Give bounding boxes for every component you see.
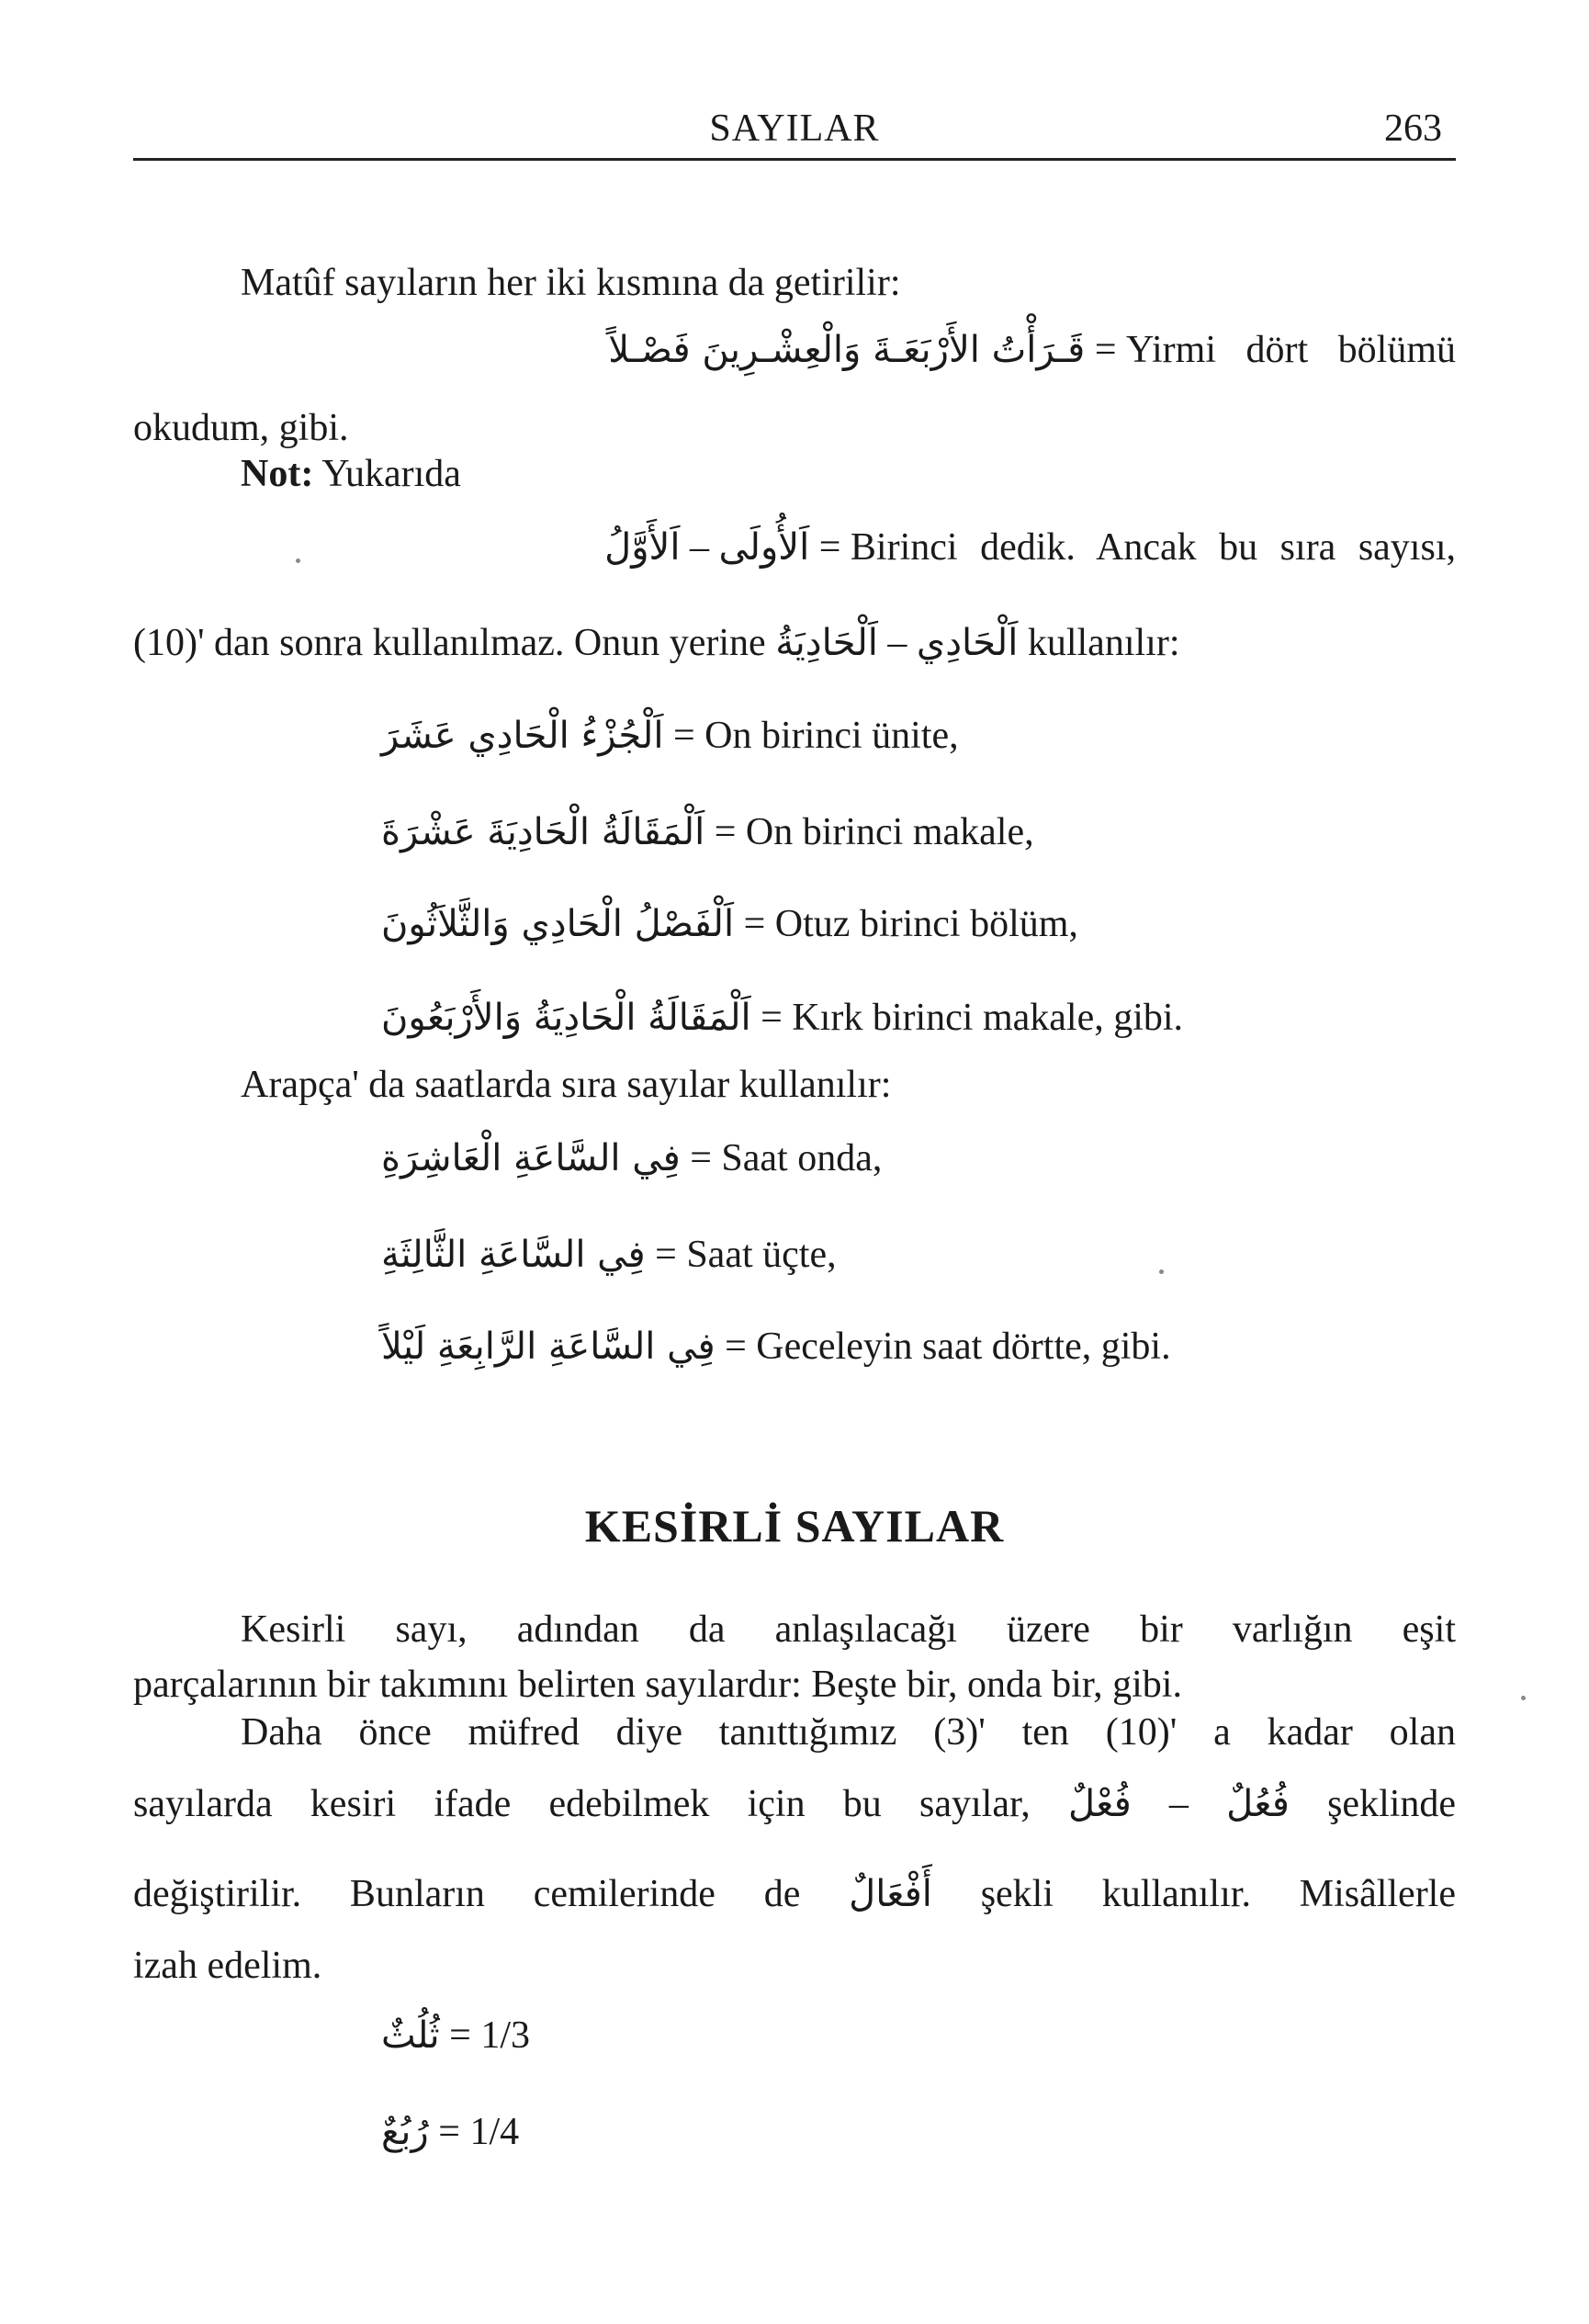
para2-line3 xyxy=(133,1870,1456,1918)
line10-text1: (10)' dan sonra kullanılmaz. Onun yerine xyxy=(133,622,766,664)
example1-meaning: Yirmi dört bölümü xyxy=(1126,329,1456,371)
section-heading: KESİRLİ SAYILAR xyxy=(584,1500,1005,1551)
note-example-text: Birinci dedik. Ancak bu sıra sayısı, xyxy=(850,526,1456,569)
example1-continuation xyxy=(133,404,349,452)
note-eq: = xyxy=(818,526,841,569)
example-meaning: On birinci ünite, xyxy=(704,715,959,757)
line10-text2: kullanılır: xyxy=(1027,622,1180,664)
hour-arabic: فِي السَّاعَةِ الثَّالِثَةِ xyxy=(381,1234,646,1276)
line10-dash: – xyxy=(887,622,907,664)
example-arabic: اَلْمَقَالَةُ الْحَادِيَةَ عَشْرَةَ xyxy=(381,811,705,853)
note-label: Not: xyxy=(241,453,314,495)
scan-speck xyxy=(1159,1269,1164,1274)
para2-line1: Daha önce müfred diye tanıttığımız (3)' ten (10)' a kadar olan xyxy=(241,1711,1456,1754)
hour-arabic: فِي السَّاعَةِ الْعَاشِرَةِ xyxy=(381,1137,681,1179)
para2-line2-text2: şeklinde xyxy=(1327,1783,1457,1825)
fraction-eq: = xyxy=(449,2014,471,2057)
hour-meaning: Saat onda, xyxy=(721,1137,883,1179)
example-row xyxy=(381,994,1183,1042)
example-row xyxy=(381,900,1078,948)
note-arabic-1: اَلأُولَى xyxy=(718,526,810,569)
note-dash: – xyxy=(689,526,709,569)
para2-arabic-2: فُعْلٌ xyxy=(1067,1783,1132,1825)
example1-cont-text: okudum, gibi. xyxy=(133,407,349,449)
hour-row xyxy=(381,1323,1171,1371)
para2-line3-text1: değiştirilir. Bunların cemilerinde de xyxy=(133,1873,801,1915)
hour-eq: = xyxy=(690,1137,712,1179)
page-number: 263 xyxy=(1384,107,1442,150)
example-arabic: اَلْجُزْءُ الْحَادِي عَشَرَ xyxy=(381,715,664,757)
fraction-eq: = xyxy=(438,2111,460,2153)
line10-arabic-1: اَلْحَادِي xyxy=(916,622,1019,664)
para1-line2: parçalarının bir takımını belirten sayılardır: Beşte bir, onda bir, gibi. xyxy=(133,1664,1182,1706)
hour-row xyxy=(381,1231,837,1279)
page-header xyxy=(133,103,1456,161)
fraction-arabic: رُبُعٌ xyxy=(381,2111,429,2153)
hour-arabic: فِي السَّاعَةِ الرَّابِعَةِ لَيْلاً xyxy=(381,1326,716,1368)
intro-text: Matûf sayıların her iki kısmına da getirilir: xyxy=(241,262,901,304)
fraction-row xyxy=(381,2012,530,2059)
hour-meaning: Saat üçte, xyxy=(686,1234,837,1276)
hours-intro-line xyxy=(241,1061,891,1109)
example-eq: = xyxy=(672,715,695,757)
note-line xyxy=(241,450,461,498)
para2-line2-text1: sayılarda kesiri ifade edebilmek için bu sayılar, xyxy=(133,1783,1031,1825)
para1-line1: Kesirli sayı, adından da anlaşılacağı üzere bir varlığın eşit xyxy=(241,1608,1456,1651)
para2-line2 xyxy=(133,1780,1456,1828)
para2-arabic-1: فُعُلٌ xyxy=(1226,1783,1290,1825)
note-arabic-2: اَلأَوَّلُ xyxy=(604,526,681,569)
fraction-value: 1/4 xyxy=(469,2111,520,2153)
example-arabic: اَلْفَصْلُ الْحَادِي وَالثَّلاَثُونَ xyxy=(381,903,735,945)
example-eq: = xyxy=(743,903,766,945)
para2-line3-text2: şekli kullanılır. Misâllerle xyxy=(980,1873,1456,1915)
scan-speck xyxy=(296,558,300,563)
para2-line3-arabic: أَفْعَالٌ xyxy=(849,1873,932,1915)
scan-speck xyxy=(1521,1696,1526,1700)
example-meaning: Kırk birinci makale, gibi. xyxy=(792,997,1184,1039)
para2-line4: izah edelim. xyxy=(133,1945,322,1987)
fraction-value: 1/3 xyxy=(480,2014,531,2057)
example-eq: = xyxy=(761,997,783,1039)
hour-row xyxy=(381,1134,882,1182)
example1-line xyxy=(133,326,1456,374)
example-row xyxy=(381,808,1034,856)
para2-dash: – xyxy=(1168,1783,1189,1825)
intro-line xyxy=(241,259,901,307)
running-title: SAYILAR xyxy=(709,107,880,150)
line10-arabic-2: اَلْحَادِيَةُ xyxy=(775,622,878,664)
line-10 xyxy=(133,619,1180,667)
note-text: Yukarıda xyxy=(321,453,461,495)
fraction-row xyxy=(381,2108,519,2156)
example-meaning: Otuz birinci bölüm, xyxy=(774,903,1078,945)
fraction-arabic: ثُلُثٌ xyxy=(381,2014,440,2057)
example-meaning: On birinci makale, xyxy=(745,811,1034,853)
note-example-line xyxy=(377,524,1456,571)
example1-eq: = xyxy=(1094,329,1117,371)
example-row xyxy=(381,712,959,760)
hour-eq: = xyxy=(725,1326,747,1368)
hour-eq: = xyxy=(655,1234,677,1276)
example-eq: = xyxy=(714,811,737,853)
example-arabic: اَلْمَقَالَةُ الْحَادِيَةُ وَالأَرْبَعُونَ xyxy=(381,997,751,1039)
example1-arabic: قَـرَأْتُ الأَرْبَعَـةَ وَالْعِشْـرِينَ فَصْـلاً xyxy=(608,329,1086,371)
hour-meaning: Geceleyin saat dörtte, gibi. xyxy=(756,1326,1171,1368)
hours-intro-text: Arapça' da saatlarda sıra sayılar kullanılır: xyxy=(241,1064,892,1106)
